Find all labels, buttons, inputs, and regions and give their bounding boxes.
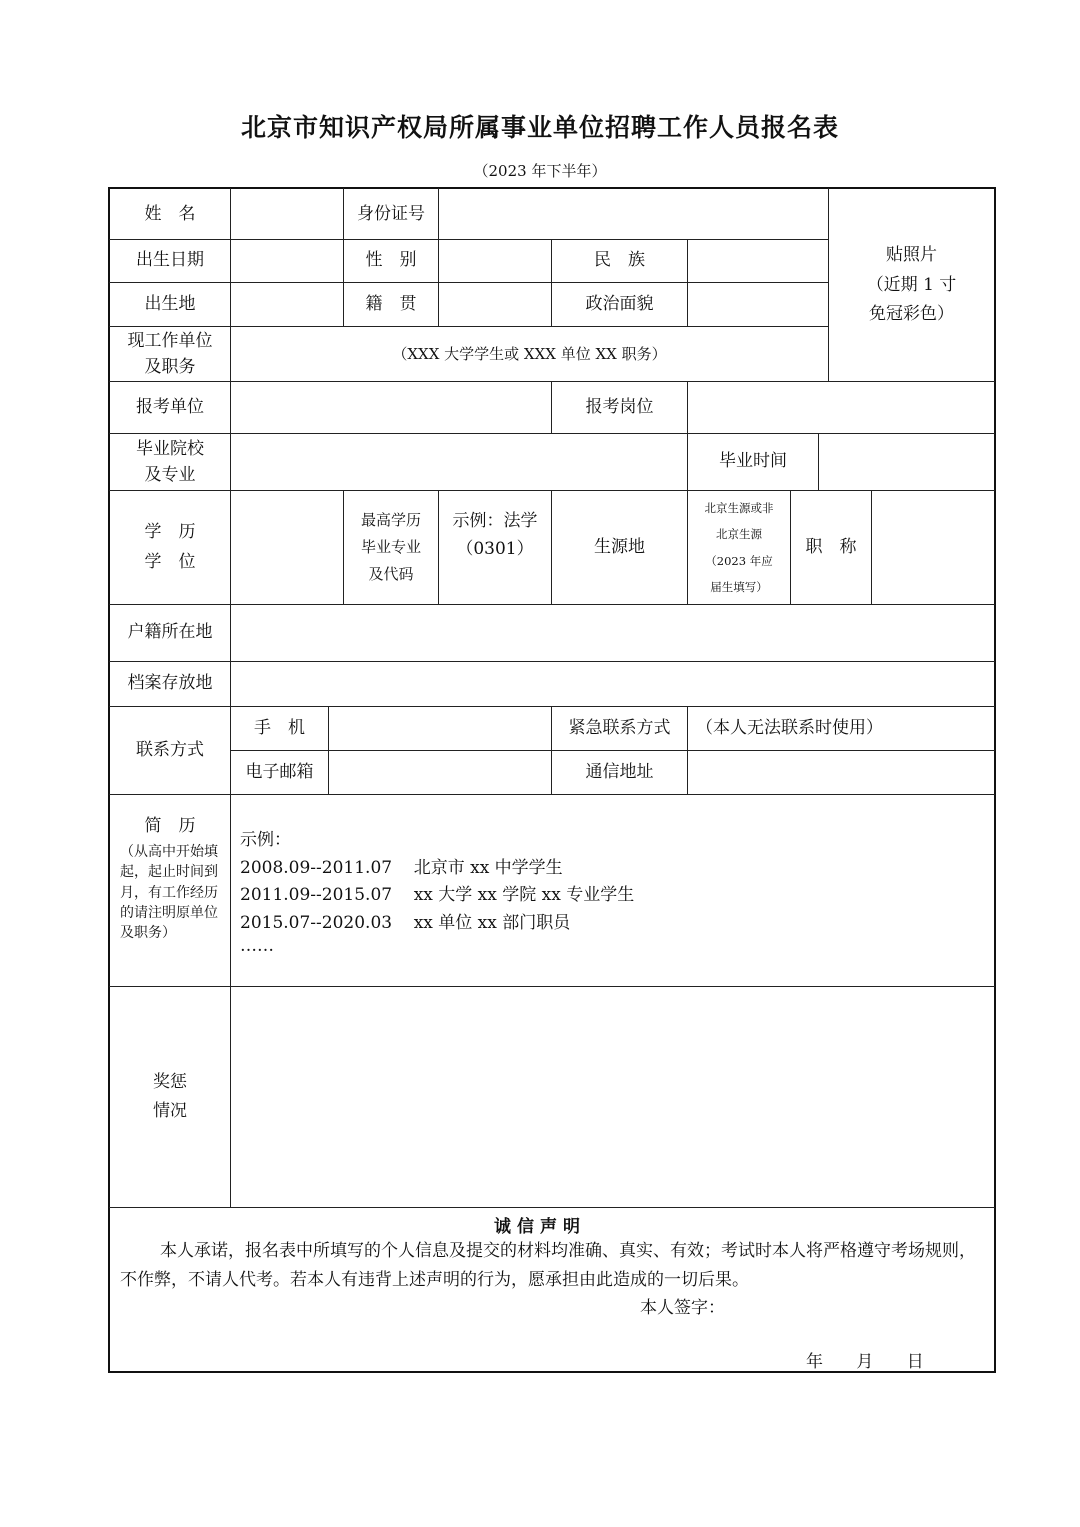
file-location-input[interactable] xyxy=(231,662,994,706)
page-subtitle: （2023 年下半年） xyxy=(473,162,607,180)
mobile-input[interactable] xyxy=(329,707,551,750)
label-household-reg: 户籍所在地 xyxy=(127,622,213,643)
label-education-degree: 学 历 学 位 xyxy=(144,521,196,572)
label-mobile: 手 机 xyxy=(254,717,305,738)
label-native-place: 籍 贯 xyxy=(365,293,417,314)
origin-place-note[interactable]: 北京生源或非 北京生源 （2023 年应 届生填写） xyxy=(704,500,774,594)
resume-line: 2011.09--2015.07 xx 大学 xx 学院 xx 专业学生 xyxy=(240,885,635,905)
label-mail-address: 通信地址 xyxy=(585,761,654,782)
resume-line: 2015.07--2020.03 xx 单位 xx 部门职员 xyxy=(240,912,571,933)
native-place-input[interactable] xyxy=(439,283,551,326)
label-name: 姓 名 xyxy=(144,203,196,224)
label-emergency-contact: 紧急联系方式 xyxy=(568,717,671,738)
signature-date: 年 月 日 xyxy=(806,1352,924,1372)
label-email: 电子邮箱 xyxy=(245,761,314,782)
label-applied-unit: 报考单位 xyxy=(136,396,204,417)
household-reg-input[interactable] xyxy=(231,605,994,661)
row-line xyxy=(109,1207,995,1208)
label-applied-post: 报考岗位 xyxy=(585,396,654,417)
applied-post-input[interactable] xyxy=(688,382,994,433)
resume-line: 2008.09--2011.07 北京市 xx 中学学生 xyxy=(240,857,563,878)
education-degree-input[interactable] xyxy=(231,491,343,604)
ethnicity-input[interactable] xyxy=(688,240,828,282)
label-resume: 简 历 xyxy=(144,816,196,837)
political-status-input[interactable] xyxy=(688,283,828,326)
label-school-major: 毕业院校 及专业 xyxy=(136,438,204,485)
emergency-contact-input[interactable]: （本人无法联系时使用） xyxy=(696,717,883,738)
name-input[interactable] xyxy=(231,190,343,239)
label-current-unit: 现工作单位 及职务 xyxy=(127,330,213,377)
photo-slot[interactable]: 贴照片 （近期 1 寸 免冠彩色） xyxy=(866,244,957,325)
label-highest-major-code: 最高学历 毕业专业 及代码 xyxy=(360,511,421,583)
label-birth-date: 出生日期 xyxy=(136,250,204,271)
declaration-body: 本人承诺，报名表中所填写的个人信息及提交的材料均准确、真实、有效；考试时本人将严格遵守考场规则，不作弊，不请人代考。若本人有违背上述声明的行为，愿承担由此造成的一切后果。 xyxy=(120,1241,976,1290)
label-origin-place: 生源地 xyxy=(594,536,645,557)
label-gender: 性 别 xyxy=(365,250,417,271)
mail-address-input[interactable] xyxy=(688,751,994,794)
resume-example-label: 示例： xyxy=(240,830,291,850)
school-major-input[interactable] xyxy=(231,434,687,490)
label-graduation-time: 毕业时间 xyxy=(719,451,787,472)
current-unit-input[interactable]: （XXX 大学学生或 XXX 单位 XX 职务） xyxy=(392,345,667,363)
label-id-number: 身份证号 xyxy=(357,203,425,224)
email-input[interactable] xyxy=(329,751,551,794)
label-political-status: 政治面貌 xyxy=(585,293,654,314)
label-job-title: 职 称 xyxy=(805,536,857,557)
birth-date-input[interactable] xyxy=(231,240,343,282)
id-number-input[interactable] xyxy=(439,190,828,239)
awards-input[interactable] xyxy=(231,987,994,1207)
signature-label: 本人签字： xyxy=(640,1298,725,1318)
page-title: 北京市知识产权局所属事业单位招聘工作人员报名表 xyxy=(240,113,839,142)
resume-content[interactable] xyxy=(231,795,994,986)
declaration-heading: 诚信声明 xyxy=(494,1217,586,1237)
gender-input[interactable] xyxy=(439,240,551,282)
job-title-input[interactable] xyxy=(872,491,994,604)
birthplace-input[interactable] xyxy=(231,283,343,326)
label-birthplace: 出生地 xyxy=(144,293,196,314)
label-file-location: 档案存放地 xyxy=(127,673,213,694)
major-code-input[interactable]: 示例：法学 （0301） xyxy=(452,511,538,560)
label-contact: 联系方式 xyxy=(136,739,204,760)
applied-unit-input[interactable] xyxy=(231,382,551,433)
resume-line: …… xyxy=(240,936,274,956)
label-ethnicity: 民 族 xyxy=(594,250,645,271)
resume-instructions: （从高中开始填起，起止时间到月，有工作经历的请注明原单位及职务） xyxy=(120,844,218,942)
label-awards: 奖惩 情况 xyxy=(153,1072,187,1121)
graduation-time-input[interactable] xyxy=(819,434,994,490)
